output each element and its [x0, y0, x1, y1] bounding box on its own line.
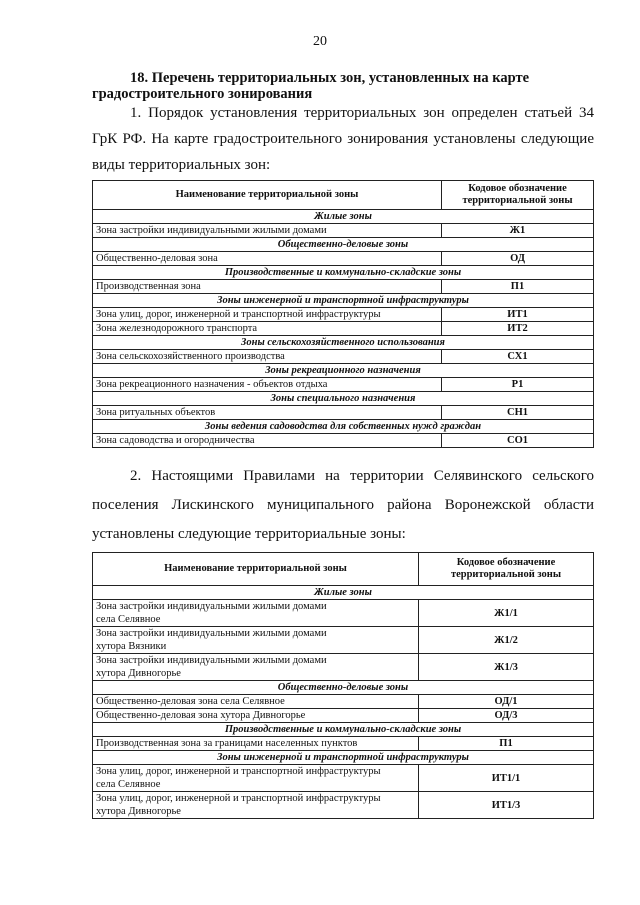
- zone-group-row: [93, 266, 594, 280]
- zone-code-cell: П1: [442, 280, 594, 294]
- zone-code-cell: ОД: [442, 252, 594, 266]
- zone-group-title: Зоны специального назначения: [93, 392, 594, 406]
- table-header-row: [93, 181, 594, 210]
- zone-name-cell: Зона застройки индивидуальными жилыми домами: [93, 224, 442, 238]
- table-row: [93, 737, 594, 751]
- zone-code-cell: ОД/1: [419, 695, 594, 709]
- table-row: [93, 434, 594, 448]
- header-zone-code: Кодовое обозначение территориальной зоны: [442, 181, 594, 210]
- paragraph-2: 2. Настоящими Правилами на территории Селявинского сельского поселения Лискинского муниципального района Воронежской области установлены следующие территориальные зоны:: [92, 468, 594, 542]
- table-row: [93, 350, 594, 364]
- zone-name-line1: Зона застройки индивидуальными жилыми домами: [96, 601, 327, 612]
- section-title-line1: 18. Перечень территориальных зон, установленных на карте: [130, 70, 530, 86]
- table-row: [93, 378, 594, 392]
- table-row: [93, 406, 594, 420]
- zone-group-row: [93, 364, 594, 378]
- table-row: [93, 695, 594, 709]
- zone-group-row: [93, 681, 594, 695]
- table-row: [93, 322, 594, 336]
- zone-name-cell: Общественно-деловая зона: [93, 252, 442, 266]
- zone-name-cell: [93, 600, 419, 627]
- zone-code-cell: Ж1/3: [419, 654, 594, 681]
- table-row: [93, 308, 594, 322]
- header-zone-name: Наименование территориальной зоны: [93, 553, 419, 586]
- zone-code-cell: ИТ1: [442, 308, 594, 322]
- zone-group-title: Зоны инженерной и транспортной инфраструктуры: [93, 751, 594, 765]
- zone-name-line2: хутора Вязники: [96, 641, 167, 652]
- zone-name-line2: хутора Дивногорье: [96, 668, 181, 679]
- zone-group-title: Производственные и коммунально-складские зоны: [93, 723, 594, 737]
- zone-group-title: Общественно-деловые зоны: [93, 681, 594, 695]
- zone-name-line1: Зона улиц, дорог, инженерной и транспортной инфраструктуры: [96, 766, 381, 777]
- zone-group-row: [93, 294, 594, 308]
- zone-name-line1: Зона улиц, дорог, инженерной и транспортной инфраструктуры: [96, 793, 381, 804]
- zone-code-cell: СО1: [442, 434, 594, 448]
- zone-group-title: Производственные и коммунально-складские зоны: [93, 266, 594, 280]
- zones-table-body: [93, 586, 594, 819]
- zone-group-row: [93, 723, 594, 737]
- zone-group-title: Общественно-деловые зоны: [93, 238, 594, 252]
- zones-table-general: [92, 180, 594, 448]
- zone-group-row: [93, 210, 594, 224]
- zone-group-row: [93, 336, 594, 350]
- table-row: [93, 792, 594, 819]
- zone-name-cell: [93, 654, 419, 681]
- zone-code-cell: ИТ2: [442, 322, 594, 336]
- zone-name-cell: Производственная зона: [93, 280, 442, 294]
- zone-group-row: [93, 238, 594, 252]
- table-row: [93, 627, 594, 654]
- zone-name-cell: Общественно-деловая зона хутора Дивногорье: [93, 709, 419, 723]
- zone-name-cell: Зона сельскохозяйственного производства: [93, 350, 442, 364]
- table-row: [93, 252, 594, 266]
- header-zone-name: Наименование территориальной зоны: [93, 181, 442, 210]
- zone-group-title: Жилые зоны: [93, 210, 594, 224]
- header-zone-code: Кодовое обозначение территориальной зоны: [419, 553, 594, 586]
- zone-name-cell: [93, 765, 419, 792]
- zone-name-line2: села Селявное: [96, 614, 161, 625]
- zone-name-cell: Зона садоводства и огородничества: [93, 434, 442, 448]
- zone-group-title: Жилые зоны: [93, 586, 594, 600]
- zone-name-cell: [93, 792, 419, 819]
- zone-name-cell: Общественно-деловая зона села Селявное: [93, 695, 419, 709]
- paragraph-1: 1. Порядок установления территориальных зон определен статьей 34 ГрК РФ. На карте градостроительного зонирования установлены следующие виды территориальных зон:: [92, 105, 594, 173]
- section-title-line2: градостроительного зонирования: [92, 86, 313, 102]
- zone-group-title: Зоны ведения садоводства для собственных нужд граждан: [93, 420, 594, 434]
- zone-name-cell: Производственная зона за границами населенных пунктов: [93, 737, 419, 751]
- zone-group-row: [93, 420, 594, 434]
- zone-name-cell: [93, 627, 419, 654]
- zone-group-title: Зоны сельскохозяйственного использования: [93, 336, 594, 350]
- zone-name-line2: хутора Дивногорье: [96, 806, 181, 817]
- zone-code-cell: ОД/3: [419, 709, 594, 723]
- section-heading: [92, 70, 594, 102]
- zone-name-line1: Зона застройки индивидуальными жилыми домами: [96, 655, 327, 666]
- zone-code-cell: Р1: [442, 378, 594, 392]
- zone-name-line2: села Селявное: [96, 779, 161, 790]
- zone-name-line1: Зона застройки индивидуальными жилыми домами: [96, 628, 327, 639]
- zones-table-body: [93, 210, 594, 448]
- table-row: [93, 600, 594, 627]
- zone-group-row: [93, 586, 594, 600]
- table-header-row: [93, 553, 594, 586]
- zone-code-cell: СХ1: [442, 350, 594, 364]
- table-row: [93, 280, 594, 294]
- zone-code-cell: СН1: [442, 406, 594, 420]
- zone-code-cell: Ж1/2: [419, 627, 594, 654]
- zone-name-cell: Зона улиц, дорог, инженерной и транспортной инфраструктуры: [93, 308, 442, 322]
- zone-code-cell: Ж1/1: [419, 600, 594, 627]
- zone-group-row: [93, 751, 594, 765]
- table-row: [93, 765, 594, 792]
- zone-group-title: Зоны рекреационного назначения: [93, 364, 594, 378]
- zone-code-cell: ИТ1/1: [419, 765, 594, 792]
- table-row: [93, 224, 594, 238]
- zones-table-local: [92, 552, 594, 819]
- page-number: 20: [313, 34, 327, 49]
- table-row: [93, 654, 594, 681]
- zone-group-row: [93, 392, 594, 406]
- zone-name-cell: Зона ритуальных объектов: [93, 406, 442, 420]
- zone-name-cell: Зона рекреационного назначения - объектов отдыха: [93, 378, 442, 392]
- table-row: [93, 709, 594, 723]
- zone-group-title: Зоны инженерной и транспортной инфраструктуры: [93, 294, 594, 308]
- zone-code-cell: П1: [419, 737, 594, 751]
- zone-code-cell: ИТ1/3: [419, 792, 594, 819]
- zone-code-cell: Ж1: [442, 224, 594, 238]
- zone-name-cell: Зона железнодорожного транспорта: [93, 322, 442, 336]
